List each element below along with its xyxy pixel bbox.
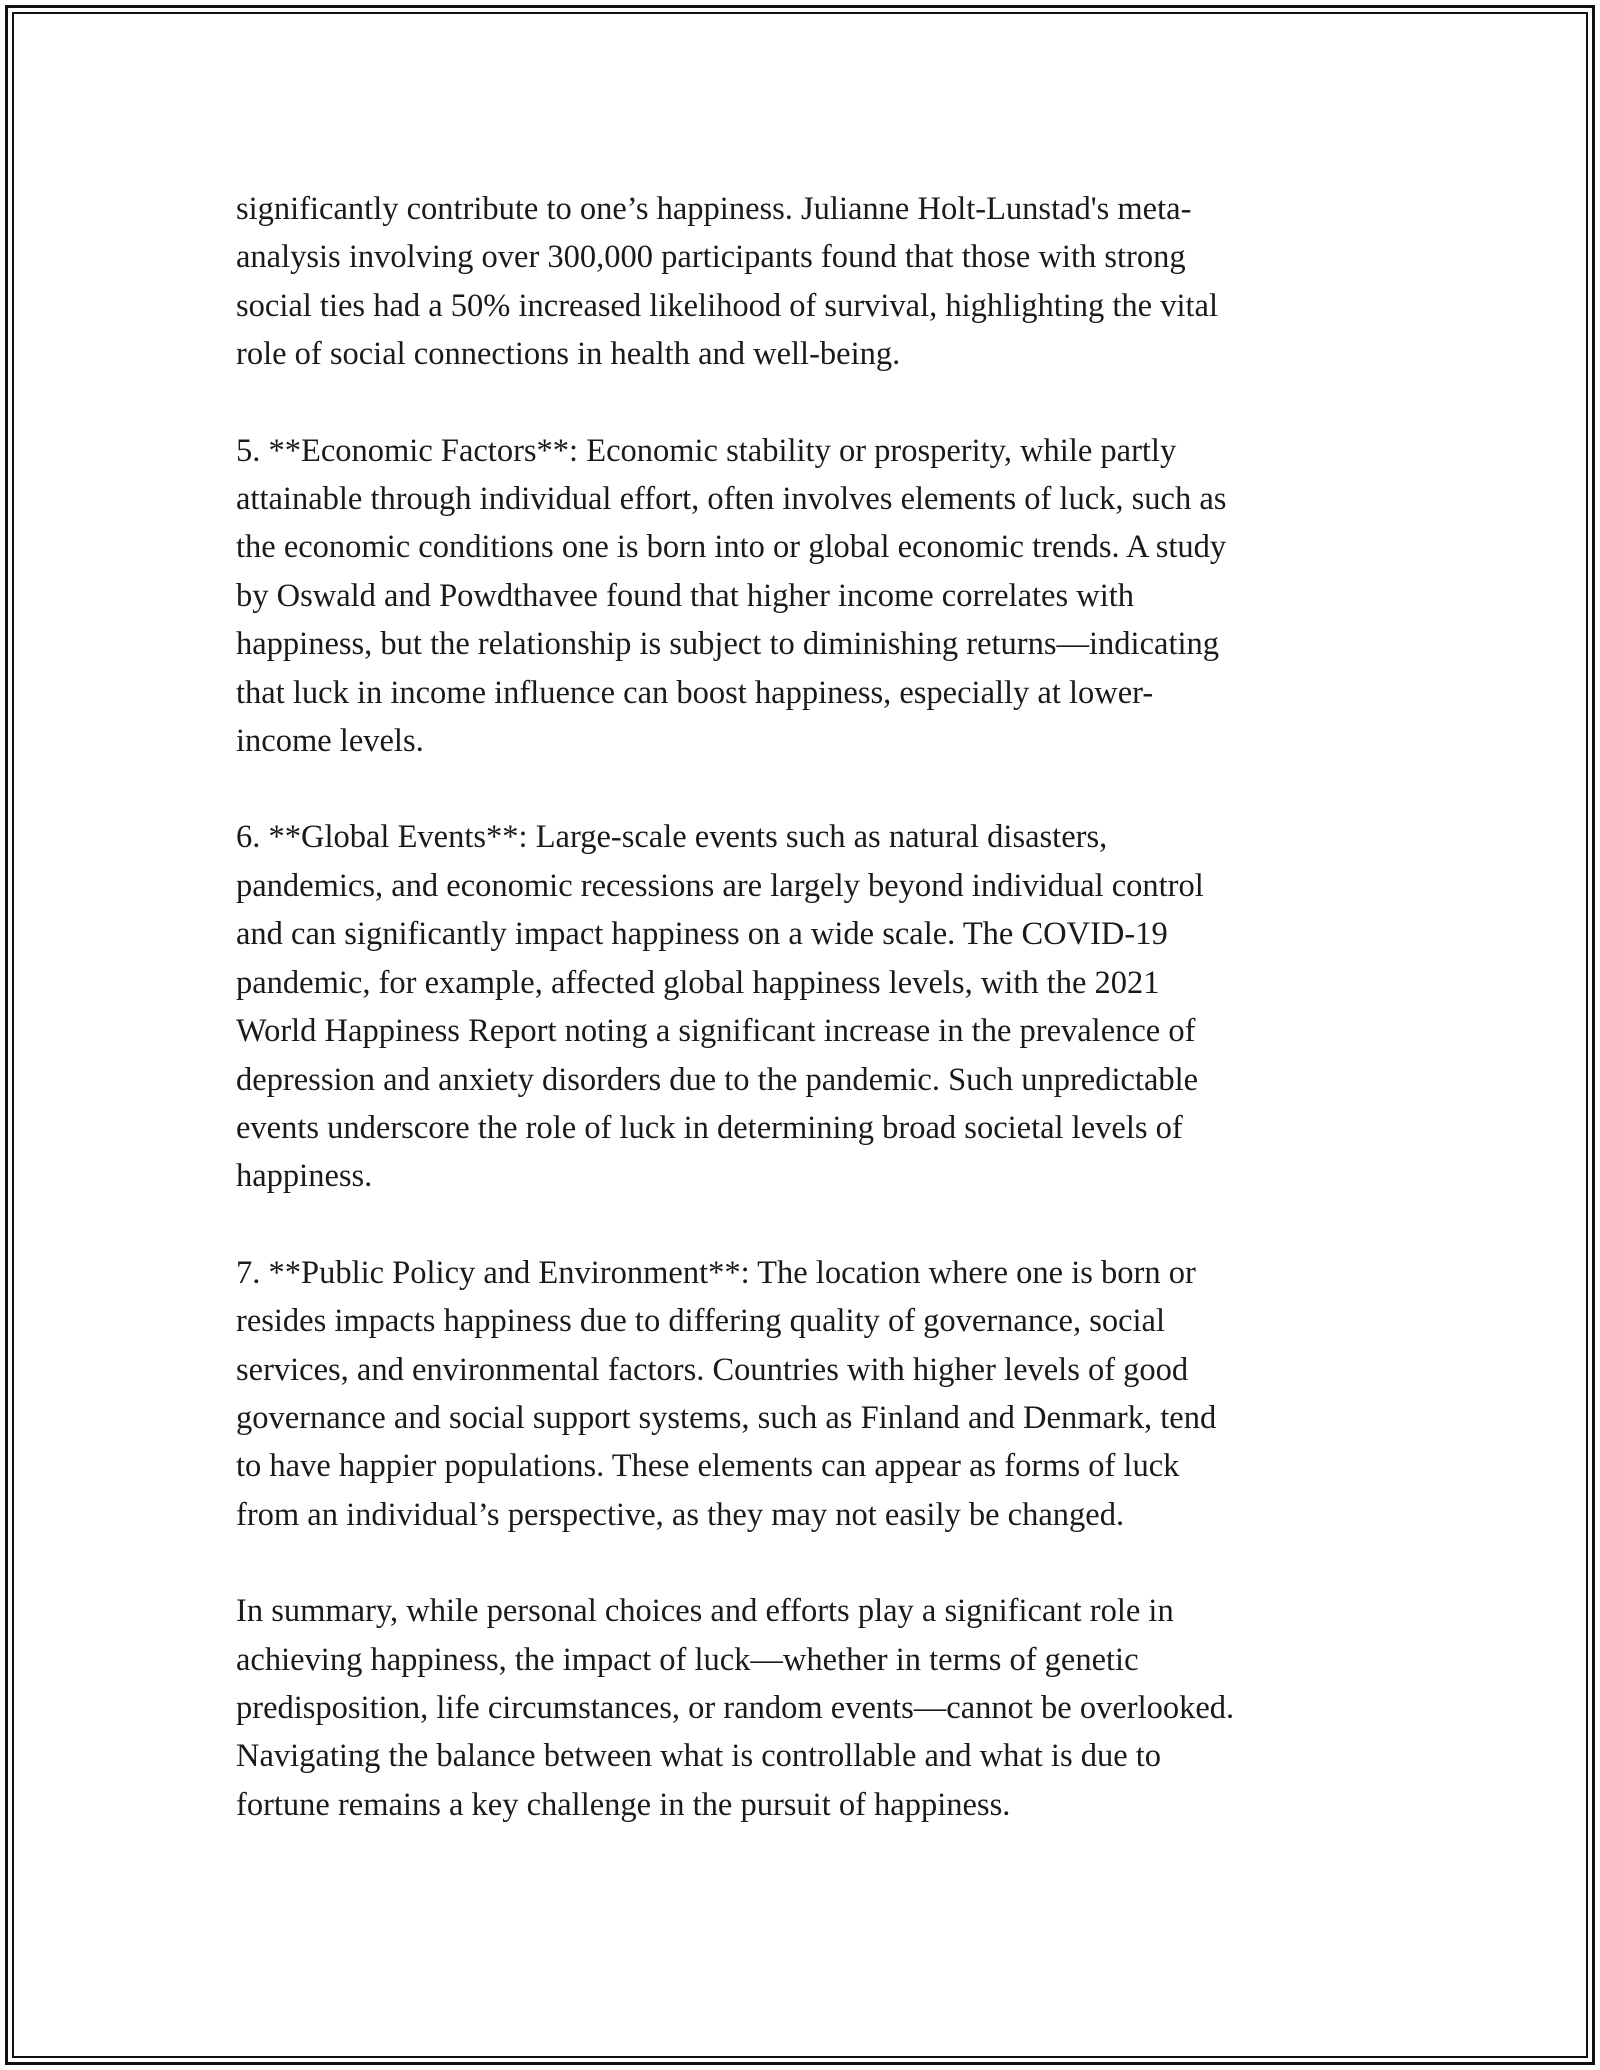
text-line: 7. **Public Policy and Environment**: The location where one is born or xyxy=(236,1254,1196,1291)
document-body xyxy=(236,185,1376,1877)
text-line: to have happier populations. These elements can appear as forms of luck xyxy=(236,1448,1180,1485)
text-line: happiness, but the relationship is subject to diminishing returns—indicating xyxy=(236,626,1219,663)
text-line: predisposition, life circumstances, or random events—cannot be overlooked. xyxy=(236,1689,1235,1726)
text-line: pandemics, and economic recessions are largely beyond individual control xyxy=(236,867,1204,904)
text-line: analysis involving over 300,000 participants found that those with strong xyxy=(236,239,1186,276)
text-line: Navigating the balance between what is controllable and what is due to xyxy=(236,1738,1162,1775)
text-line: events underscore the role of luck in determining broad societal levels of xyxy=(236,1109,1183,1146)
text-line: 5. **Economic Factors**: Economic stability or prosperity, while partly xyxy=(236,432,1177,469)
text-line: World Happiness Report noting a significant increase in the prevalence of xyxy=(236,1013,1196,1050)
text-line: and can significantly impact happiness on a wide scale. The COVID-19 xyxy=(236,916,1168,953)
text-line: pandemic, for example, affected global happiness levels, with the 2021 xyxy=(236,964,1160,1001)
text-line: 6. **Global Events**: Large-scale events such as natural disasters, xyxy=(236,819,1108,856)
paragraph-public-policy xyxy=(236,1249,1376,1539)
text-line: governance and social support systems, such as Finland and Denmark, tend xyxy=(236,1399,1217,1436)
paragraph-social-ties xyxy=(236,185,1376,379)
text-line: the economic conditions one is born into or global economic trends. A study xyxy=(236,529,1227,566)
text-line: that luck in income influence can boost happiness, especially at lower- xyxy=(236,674,1154,711)
paragraph-summary xyxy=(236,1587,1376,1829)
text-line: significantly contribute to one’s happiness. Julianne Holt-Lunstad's meta- xyxy=(236,191,1192,227)
text-line: resides impacts happiness due to differing quality of governance, social xyxy=(236,1303,1165,1340)
text-line: by Oswald and Powdthavee found that higher income correlates with xyxy=(236,577,1135,614)
text-line: happiness. xyxy=(236,1158,373,1195)
text-line: role of social connections in health and well-being. xyxy=(236,336,901,373)
paragraph-economic-factors xyxy=(236,427,1376,766)
text-line: social ties had a 50% increased likelihood of survival, highlighting the vital xyxy=(236,287,1218,324)
text-line: achieving happiness, the impact of luck—whether in terms of genetic xyxy=(236,1641,1139,1678)
text-line: services, and environmental factors. Countries with higher levels of good xyxy=(236,1351,1189,1388)
text-line: from an individual’s perspective, as they may not easily be changed. xyxy=(236,1496,1125,1533)
paragraph-global-events xyxy=(236,813,1376,1200)
text-line: depression and anxiety disorders due to the pandemic. Such unpredictable xyxy=(236,1061,1199,1098)
text-line: In summary, while personal choices and efforts play a significant role in xyxy=(236,1593,1174,1630)
text-line: attainable through individual effort, often involves elements of luck, such as xyxy=(236,481,1227,518)
text-line: income levels. xyxy=(236,723,424,760)
text-line: fortune remains a key challenge in the pursuit of happiness. xyxy=(236,1786,1011,1823)
